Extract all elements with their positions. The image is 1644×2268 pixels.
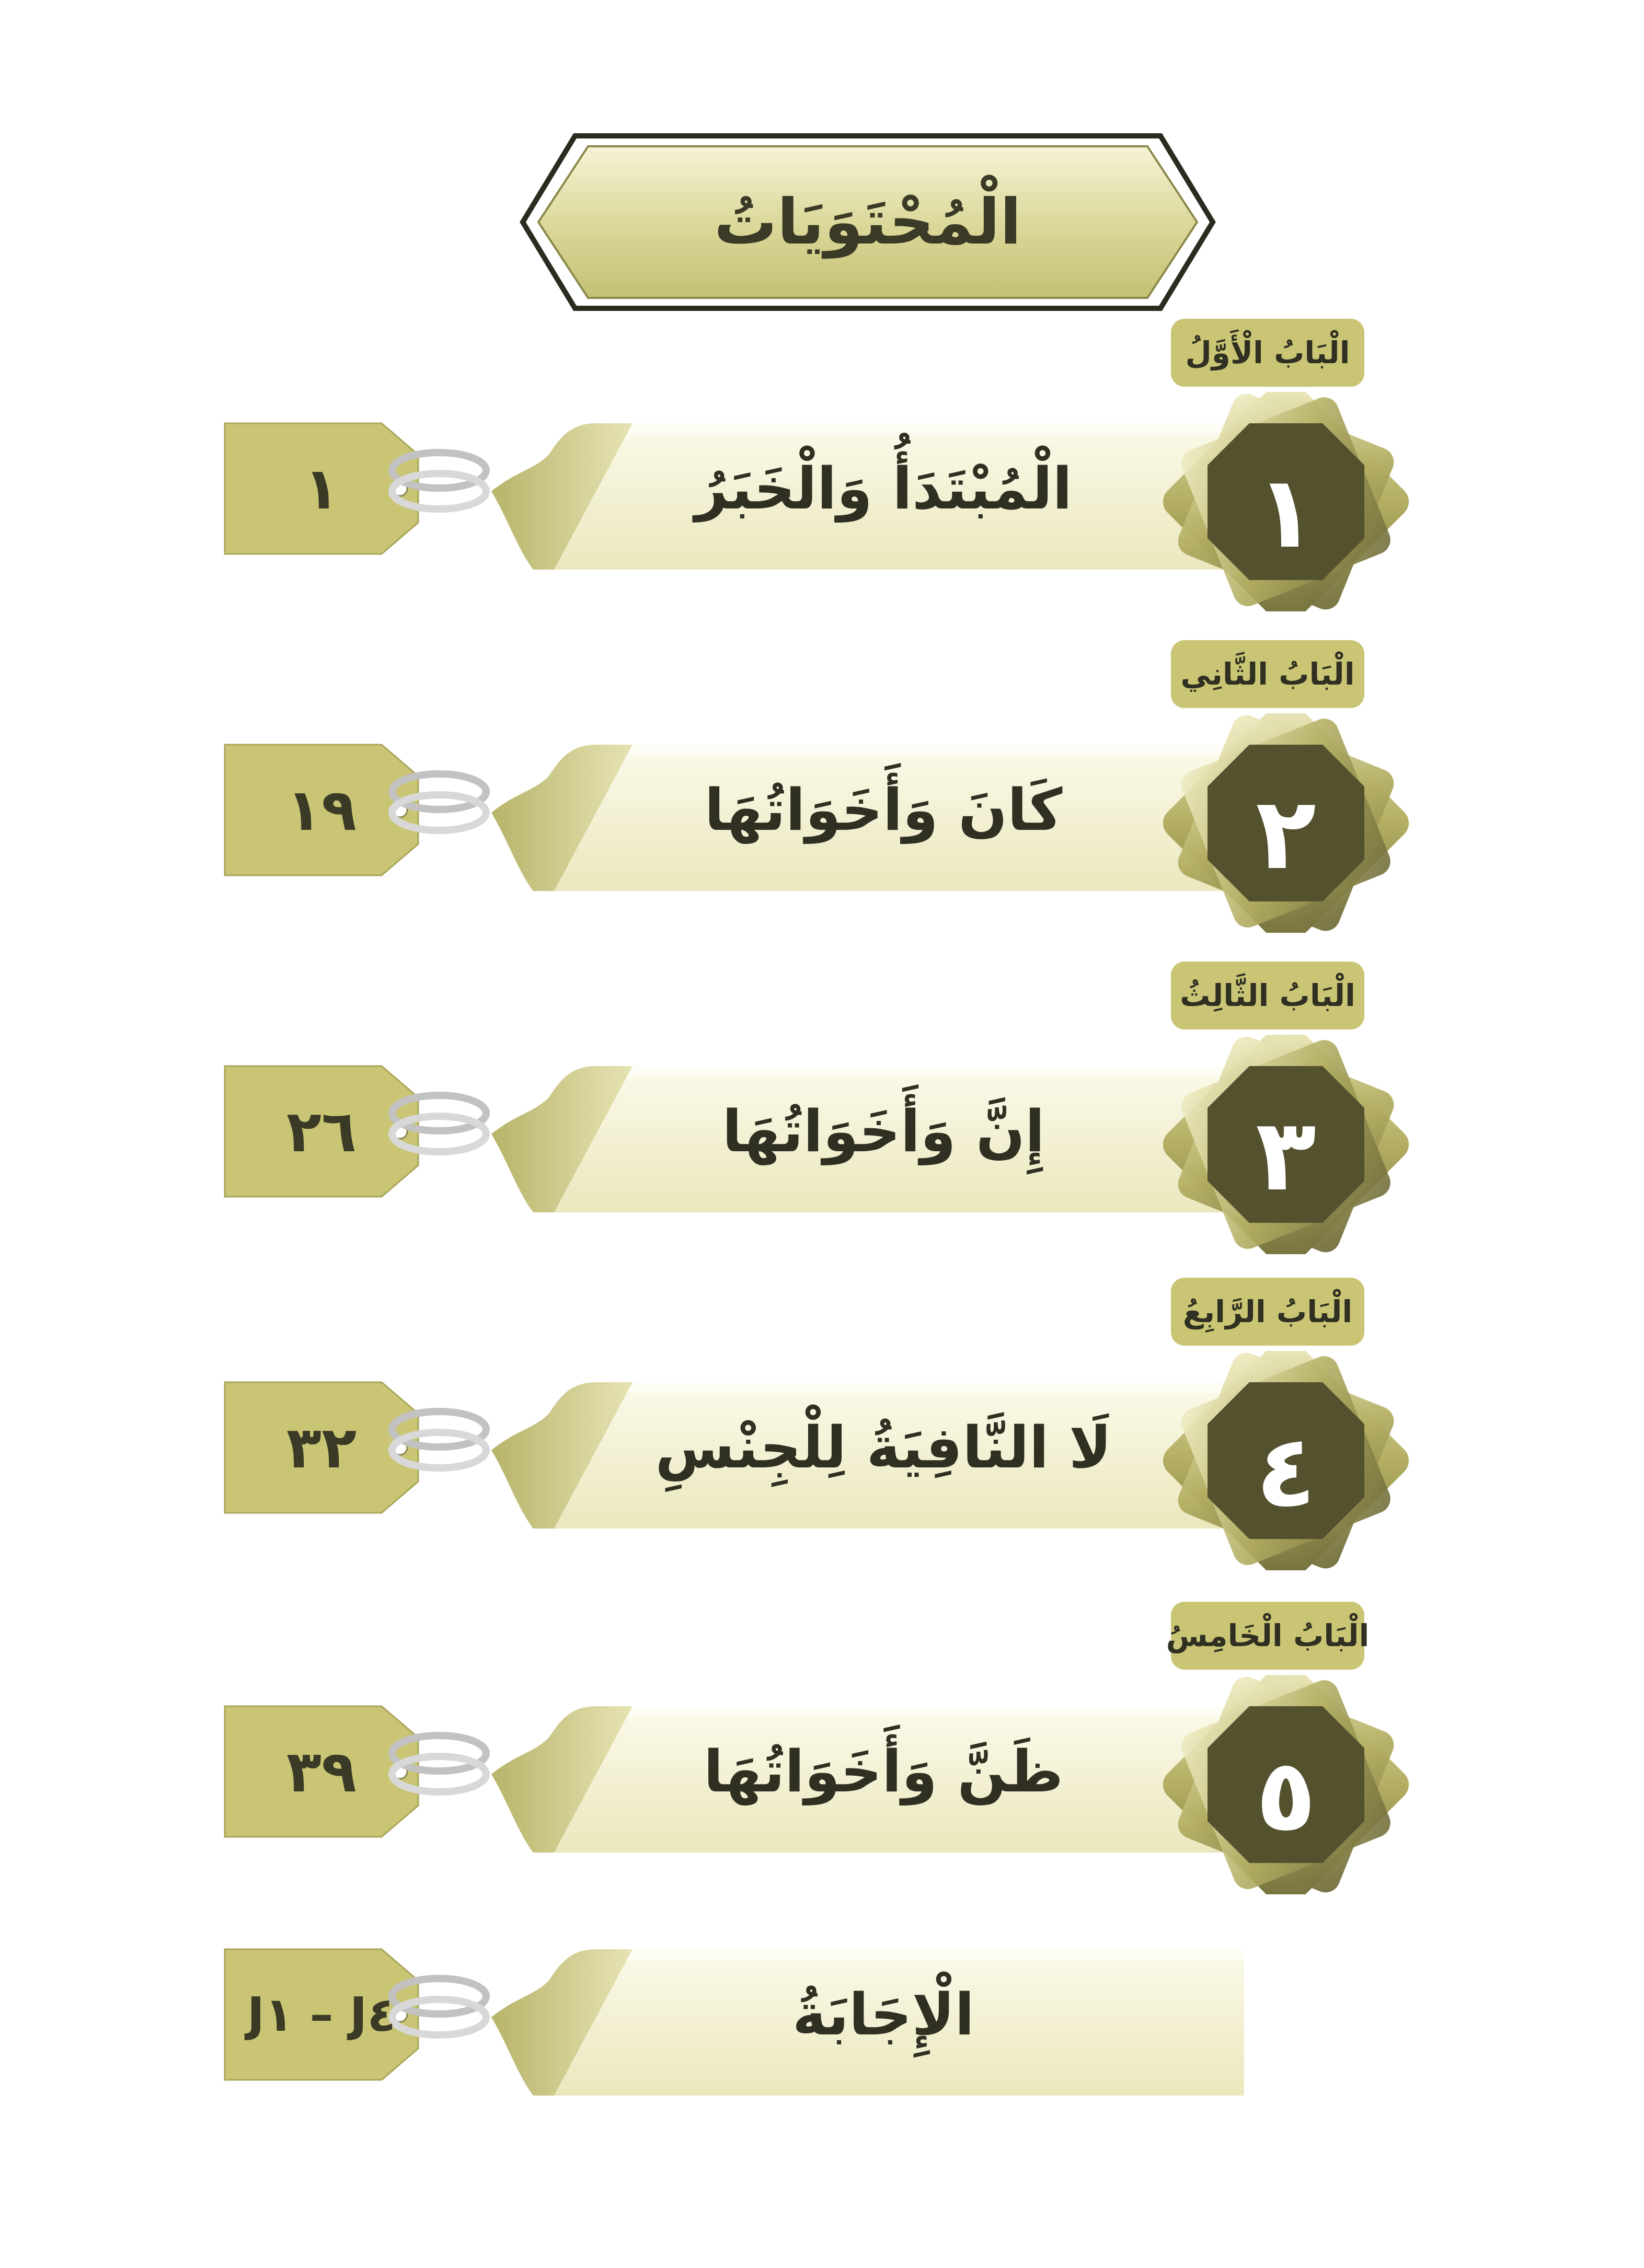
chapter-label: الْبَابُ الرَّابِعُ — [1171, 1278, 1364, 1346]
toc-entry[interactable] — [0, 1272, 1644, 1529]
chapter-number: ٣ — [1256, 1097, 1316, 1213]
chapter-label: الْبَابُ الْخَامِسُ — [1171, 1602, 1364, 1670]
chapter-label: الْبَابُ الثَّالِثُ — [1171, 962, 1364, 1029]
chapter-title: الْمُبْتَدَأُ وَالْخَبَرُ — [694, 455, 1073, 522]
chapter-number: ٢ — [1256, 776, 1316, 892]
page-title: الْمُحْتَوَيَاتُ — [714, 186, 1022, 259]
chapter-number: ١ — [1256, 454, 1316, 570]
page-number: ٣٢ — [286, 1414, 357, 1481]
page-number: ٢٦ — [286, 1098, 357, 1165]
title-plaque — [518, 131, 1218, 314]
chapter-label: الْبَابُ الثَّانِي — [1171, 640, 1364, 708]
toc-entry[interactable] — [0, 956, 1644, 1213]
answers-title: الْإِجَابَةُ — [792, 1981, 975, 2048]
page-number: ١٩ — [286, 777, 357, 843]
toc-entry[interactable] — [0, 314, 1644, 570]
toc-entry[interactable] — [0, 1596, 1644, 1853]
chapter-number: ٥ — [1256, 1737, 1316, 1853]
chapter-title: لَا النَّافِيَةُ لِلْجِنْسِ — [655, 1414, 1112, 1481]
toc-entry[interactable] — [0, 635, 1644, 892]
page-number: ٣٩ — [286, 1738, 357, 1805]
page-number: ١ — [304, 455, 339, 522]
chapter-title: ظَنَّ وَأَخَوَاتُهَا — [703, 1738, 1064, 1805]
chapter-title: إِنَّ وَأَخَوَاتُهَا — [722, 1098, 1045, 1165]
chapter-title: كَانَ وَأَخَوَاتُهَا — [704, 777, 1063, 843]
chapter-number: ٤ — [1256, 1413, 1316, 1529]
page-number: J١ – J٤ — [247, 1987, 396, 2042]
chapter-label: الْبَابُ الْأَوَّلُ — [1171, 319, 1364, 387]
toc-entry-answers[interactable] — [0, 1839, 1644, 2069]
